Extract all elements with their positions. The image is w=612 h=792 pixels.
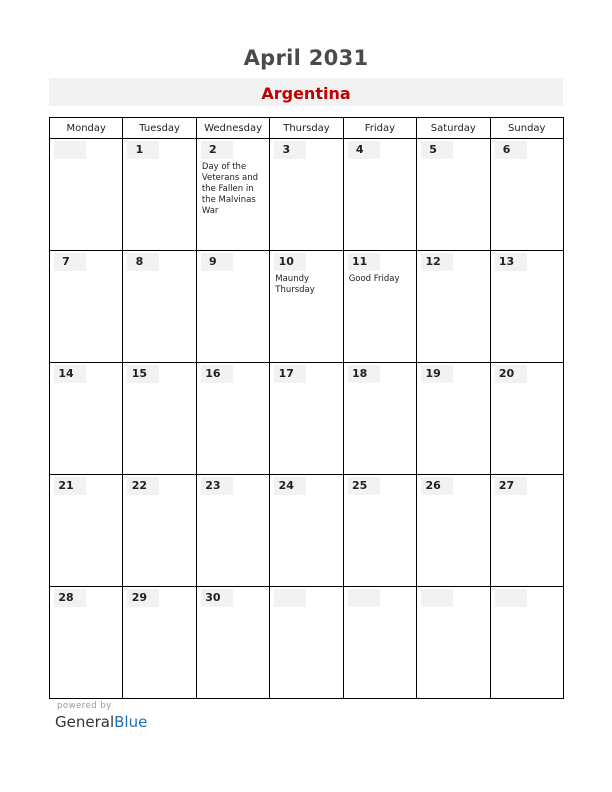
day-number: 2 bbox=[201, 141, 233, 159]
day-number: 8 bbox=[127, 253, 159, 271]
brand-name-blue: Blue bbox=[114, 713, 148, 731]
weekday-header: Friday bbox=[343, 118, 416, 139]
day-cell[interactable] bbox=[270, 587, 343, 699]
day-cell[interactable] bbox=[490, 363, 563, 475]
day-number: 17 bbox=[274, 365, 306, 383]
day-number bbox=[54, 141, 86, 159]
day-cell[interactable] bbox=[123, 587, 196, 699]
day-cell[interactable] bbox=[196, 475, 269, 587]
day-cell[interactable] bbox=[417, 251, 490, 363]
day-cell[interactable] bbox=[343, 587, 416, 699]
day-number: 24 bbox=[274, 477, 306, 495]
day-number bbox=[348, 589, 380, 607]
day-cell[interactable] bbox=[417, 475, 490, 587]
day-number bbox=[421, 589, 453, 607]
brand-name-general: General bbox=[55, 713, 115, 731]
day-number: 18 bbox=[348, 365, 380, 383]
day-number: 12 bbox=[421, 253, 453, 271]
day-cell[interactable] bbox=[196, 587, 269, 699]
day-number bbox=[274, 589, 306, 607]
day-cell[interactable] bbox=[196, 251, 269, 363]
day-number: 13 bbox=[495, 253, 527, 271]
day-cell[interactable] bbox=[196, 139, 269, 251]
day-cell[interactable] bbox=[50, 363, 123, 475]
weekday-header: Tuesday bbox=[123, 118, 196, 139]
day-number: 25 bbox=[348, 477, 380, 495]
day-cell[interactable] bbox=[123, 475, 196, 587]
day-cell[interactable] bbox=[490, 587, 563, 699]
day-number: 30 bbox=[201, 589, 233, 607]
day-number: 5 bbox=[421, 141, 453, 159]
day-number: 28 bbox=[54, 589, 86, 607]
day-number: 15 bbox=[127, 365, 159, 383]
country-name: Argentina bbox=[261, 84, 351, 103]
day-cell[interactable] bbox=[50, 139, 123, 251]
day-number: 26 bbox=[421, 477, 453, 495]
day-cell[interactable] bbox=[490, 251, 563, 363]
day-number: 14 bbox=[54, 365, 86, 383]
holiday-label: Maundy Thursday bbox=[275, 274, 315, 295]
week-row bbox=[50, 363, 564, 475]
day-cell[interactable] bbox=[417, 363, 490, 475]
country-banner bbox=[49, 78, 563, 106]
day-cell[interactable] bbox=[417, 587, 490, 699]
day-number bbox=[495, 589, 527, 607]
powered-by-text: powered by bbox=[57, 701, 112, 711]
week-row bbox=[50, 587, 564, 699]
day-cell[interactable] bbox=[123, 139, 196, 251]
weekday-header: Monday bbox=[50, 118, 123, 139]
day-cell[interactable] bbox=[270, 363, 343, 475]
day-number: 4 bbox=[348, 141, 380, 159]
day-cell[interactable] bbox=[343, 363, 416, 475]
day-cell[interactable] bbox=[196, 363, 269, 475]
page-title: April 2031 bbox=[243, 46, 369, 70]
day-number: 27 bbox=[495, 477, 527, 495]
day-cell[interactable] bbox=[343, 475, 416, 587]
day-cell[interactable] bbox=[123, 363, 196, 475]
day-cell[interactable] bbox=[123, 251, 196, 363]
weekday-header: Wednesday bbox=[196, 118, 269, 139]
brand-logo[interactable] bbox=[55, 713, 147, 731]
day-cell[interactable] bbox=[343, 251, 416, 363]
day-number: 6 bbox=[495, 141, 527, 159]
calendar-grid bbox=[49, 117, 564, 699]
day-number: 22 bbox=[127, 477, 159, 495]
day-number: 29 bbox=[127, 589, 159, 607]
weekday-header: Saturday bbox=[417, 118, 490, 139]
day-cell[interactable] bbox=[343, 139, 416, 251]
holiday-label: Day of the Veterans and the Fallen in the Malvinas War bbox=[201, 162, 259, 216]
day-cell[interactable] bbox=[490, 475, 563, 587]
weekday-header-row bbox=[50, 118, 564, 139]
day-number: 23 bbox=[201, 477, 233, 495]
weekday-header: Sunday bbox=[490, 118, 563, 139]
day-cell[interactable] bbox=[270, 139, 343, 251]
day-cell[interactable] bbox=[270, 251, 343, 363]
day-number: 1 bbox=[127, 141, 159, 159]
day-number: 19 bbox=[421, 365, 453, 383]
day-cell[interactable] bbox=[490, 139, 563, 251]
day-cell[interactable] bbox=[417, 139, 490, 251]
day-number: 11 bbox=[348, 253, 380, 271]
day-cell[interactable] bbox=[270, 475, 343, 587]
day-number: 10 bbox=[274, 253, 306, 271]
week-row bbox=[50, 139, 564, 251]
week-row bbox=[50, 475, 564, 587]
holiday-label: Good Friday bbox=[348, 274, 400, 284]
weekday-header: Thursday bbox=[270, 118, 343, 139]
day-cell[interactable] bbox=[50, 587, 123, 699]
day-number: 3 bbox=[274, 141, 306, 159]
day-number: 9 bbox=[201, 253, 233, 271]
day-cell[interactable] bbox=[50, 251, 123, 363]
day-number: 16 bbox=[201, 365, 233, 383]
day-number: 7 bbox=[54, 253, 86, 271]
day-number: 21 bbox=[54, 477, 86, 495]
week-row bbox=[50, 251, 564, 363]
day-cell[interactable] bbox=[50, 475, 123, 587]
day-number: 20 bbox=[495, 365, 527, 383]
